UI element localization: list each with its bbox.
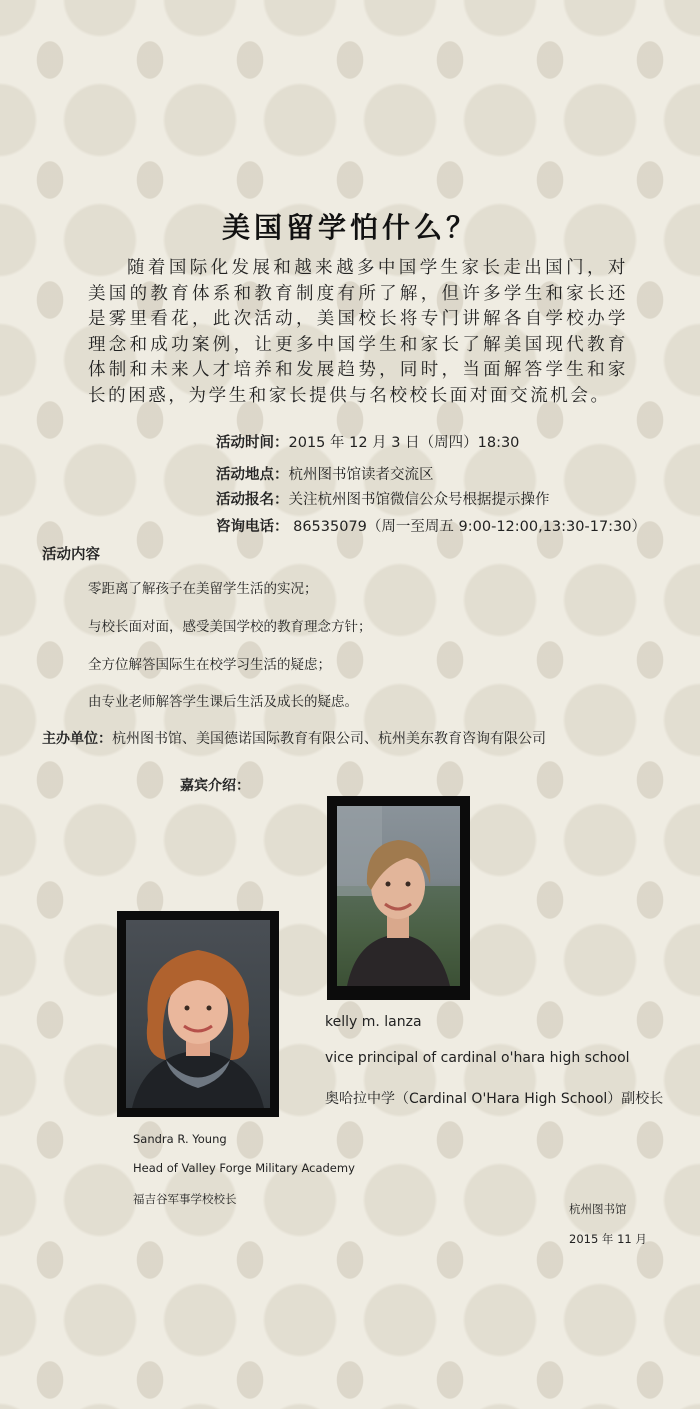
info-time xyxy=(216,431,519,452)
signature-date: 2015 年 11 月 xyxy=(569,1232,647,1246)
guest-young-title-cn: 福吉谷军事学校校长 xyxy=(133,1192,237,1206)
portrait-illustration xyxy=(337,806,460,986)
host-value: 杭州图书馆、美国德诺国际教育有限公司、杭州美东教育咨询有限公司 xyxy=(112,731,546,747)
info-location-value: 杭州图书馆读者交流区 xyxy=(288,467,434,483)
portrait-illustration xyxy=(126,920,270,1108)
guest-young-title-en: Head of Valley Forge Military Academy xyxy=(133,1161,355,1175)
info-time-value: 2015 年 12 月 3 日（周四）18:30 xyxy=(288,435,520,451)
guest-photo-young xyxy=(117,911,279,1117)
info-location xyxy=(216,463,434,484)
guest-lanza-title-cn: 奥哈拉中学（Cardinal O'Hara High School）副校长 xyxy=(325,1091,664,1107)
content-item: 与校长面对面，感受美国学校的教育理念方针； xyxy=(88,619,372,635)
content-heading: 活动内容 xyxy=(42,547,100,563)
guest-photo-lanza xyxy=(327,796,470,1000)
intro-paragraph: 随着国际化发展和越来越多中国学生家长走出国门，对美国的教育体系和教育制度有所了解，但许多学生和家长还是雾里看花，此次活动，美国校长将专门讲解各自学校办学理念和成功案例，让更多中国学生和家长了解美国现代教育体制和未来人才培养和发展趋势，同时，当面解答学生和家长的困惑，为学生和家长提供与名校校长面对面交流机会。 xyxy=(88,258,628,406)
info-phone-value: 86535079（周一至周五 9:00-12:00,13:30-17:30） xyxy=(288,519,647,535)
info-registration-label: 活动报名： xyxy=(216,492,289,508)
host-label: 主办单位： xyxy=(42,731,112,747)
info-phone-label: 咨询电话： xyxy=(216,519,289,535)
guest-lanza-title-en: vice principal of cardinal o'hara high school xyxy=(325,1050,630,1066)
info-location-label: 活动地点： xyxy=(216,467,289,483)
info-phone xyxy=(216,515,646,536)
content-item: 零距离了解孩子在美留学生活的实况； xyxy=(88,581,318,597)
info-registration xyxy=(216,488,550,509)
info-registration-value: 关注杭州图书馆微信公众号根据提示操作 xyxy=(288,492,550,508)
guests-heading: 嘉宾介绍： xyxy=(180,778,250,794)
host-organizers xyxy=(42,728,546,748)
content-item: 由专业老师解答学生课后生活及成长的疑虑。 xyxy=(88,694,358,710)
guest-young-name: Sandra R. Young xyxy=(133,1132,227,1146)
guest-lanza-name: kelly m. lanza xyxy=(325,1014,422,1030)
page-title: 美国留学怕什么？ xyxy=(221,211,478,244)
info-time-label: 活动时间： xyxy=(216,435,289,451)
signature-org: 杭州图书馆 xyxy=(569,1202,627,1216)
content-item: 全方位解答国际生在校学习生活的疑虑； xyxy=(88,657,331,673)
